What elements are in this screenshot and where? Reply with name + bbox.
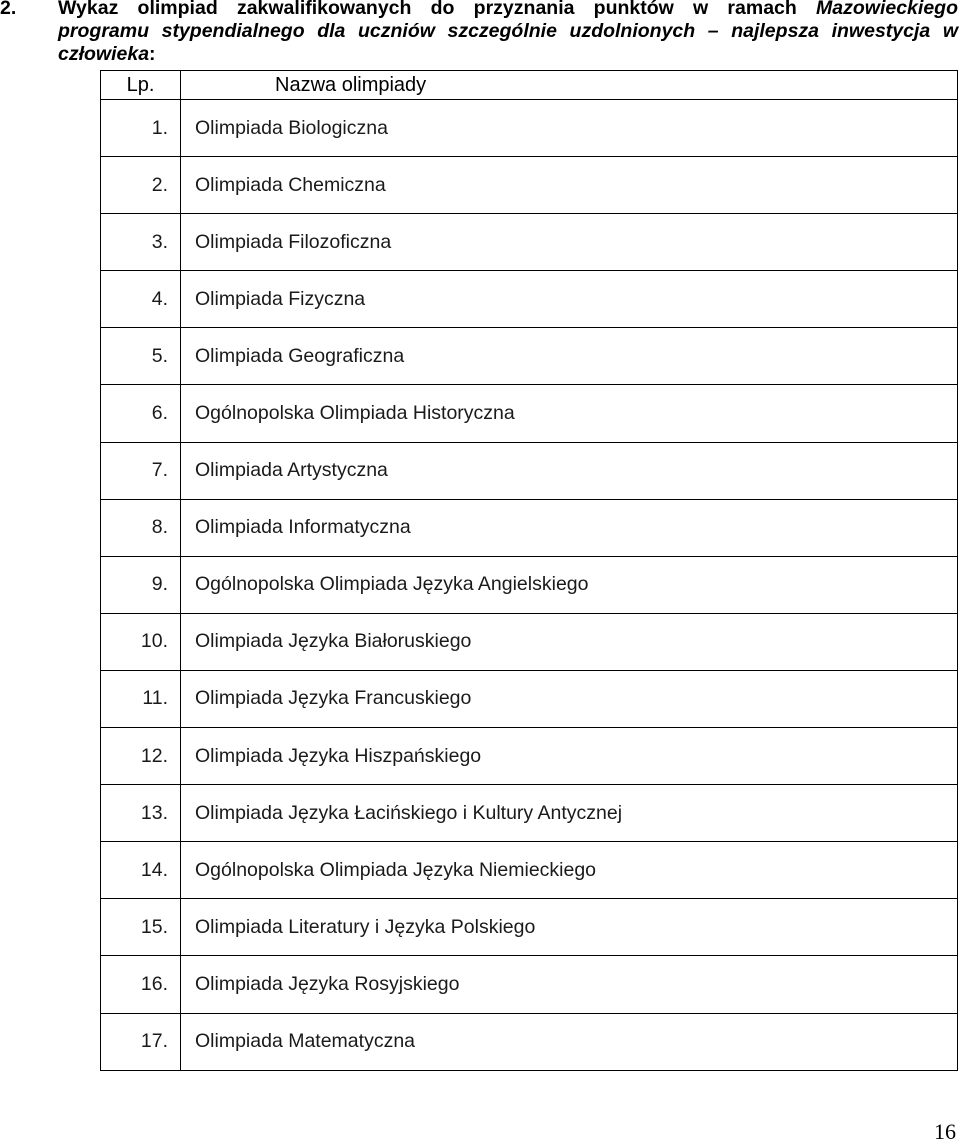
row-olympiad-name: Olimpiada Chemiczna xyxy=(181,157,958,214)
row-olympiad-name: Ogólnopolska Olimpiada Języka Angielskiego xyxy=(181,556,958,613)
table-row xyxy=(101,499,958,556)
table-row xyxy=(101,728,958,785)
table-header-row xyxy=(101,71,958,100)
row-olympiad-name: Ogólnopolska Olimpiada Historyczna xyxy=(181,385,958,442)
heading-program-name-part3: człowieka xyxy=(58,43,150,65)
row-olympiad-name: Olimpiada Matematyczna xyxy=(181,1013,958,1070)
heading-program-name-part1: Mazowieckiego xyxy=(816,0,958,19)
table-row xyxy=(101,442,958,499)
heading-line-3 xyxy=(58,43,958,66)
table-row xyxy=(101,613,958,670)
heading-line-1-text: Wykaz olimpiad zakwalifikowanych do przyznania punktów w ramach xyxy=(58,0,817,19)
row-olympiad-name: Olimpiada Fizyczna xyxy=(181,271,958,328)
table-row xyxy=(101,670,958,727)
row-lp: 8. xyxy=(101,499,181,556)
row-olympiad-name: Olimpiada Języka Białoruskiego xyxy=(181,613,958,670)
row-lp: 15. xyxy=(101,899,181,956)
row-olympiad-name: Olimpiada Języka Hiszpańskiego xyxy=(181,728,958,785)
row-lp: 14. xyxy=(101,842,181,899)
table-row xyxy=(101,899,958,956)
section-heading xyxy=(0,0,960,66)
row-lp: 16. xyxy=(101,956,181,1013)
row-lp: 7. xyxy=(101,442,181,499)
row-olympiad-name: Olimpiada Literatury i Języka Polskiego xyxy=(181,899,958,956)
table-row xyxy=(101,842,958,899)
section-number: 2. xyxy=(0,0,17,19)
table-row xyxy=(101,385,958,442)
table-row xyxy=(101,271,958,328)
row-lp: 6. xyxy=(101,385,181,442)
row-lp: 10. xyxy=(101,613,181,670)
table-row xyxy=(101,785,958,842)
table-row xyxy=(101,956,958,1013)
table-row xyxy=(101,328,958,385)
header-name: Nazwa olimpiady xyxy=(181,71,958,100)
row-olympiad-name: Olimpiada Geograficzna xyxy=(181,328,958,385)
table-row xyxy=(101,556,958,613)
heading-colon: : xyxy=(149,43,156,65)
row-olympiad-name: Olimpiada Języka Francuskiego xyxy=(181,670,958,727)
row-lp: 11. xyxy=(101,670,181,727)
row-lp: 12. xyxy=(101,728,181,785)
row-lp: 17. xyxy=(101,1013,181,1070)
row-lp: 5. xyxy=(101,328,181,385)
olympiad-table xyxy=(100,70,958,1071)
row-lp: 9. xyxy=(101,556,181,613)
heading-line-1 xyxy=(58,0,958,20)
page-number: 16 xyxy=(934,1119,956,1144)
olympiad-table-body xyxy=(101,71,958,1071)
row-olympiad-name: Olimpiada Języka Rosyjskiego xyxy=(181,956,958,1013)
heading-program-name-part2: programu stypendialnego dla uczniów szczególnie uzdolnionych – najlepsza inwestycja w xyxy=(58,20,958,42)
row-lp: 1. xyxy=(101,100,181,157)
table-row xyxy=(101,214,958,271)
row-lp: 4. xyxy=(101,271,181,328)
row-lp: 2. xyxy=(101,157,181,214)
row-lp: 13. xyxy=(101,785,181,842)
row-olympiad-name: Ogólnopolska Olimpiada Języka Niemieckiego xyxy=(181,842,958,899)
row-olympiad-name: Olimpiada Biologiczna xyxy=(181,100,958,157)
table-row xyxy=(101,100,958,157)
row-olympiad-name: Olimpiada Języka Łacińskiego i Kultury Antycznej xyxy=(181,785,958,842)
row-olympiad-name: Olimpiada Filozoficzna xyxy=(181,214,958,271)
row-olympiad-name: Olimpiada Informatyczna xyxy=(181,499,958,556)
table-row xyxy=(101,157,958,214)
header-lp: Lp. xyxy=(101,71,181,100)
row-lp: 3. xyxy=(101,214,181,271)
section-heading-text xyxy=(58,0,958,66)
row-olympiad-name: Olimpiada Artystyczna xyxy=(181,442,958,499)
table-row xyxy=(101,1013,958,1070)
heading-line-2 xyxy=(58,20,958,43)
